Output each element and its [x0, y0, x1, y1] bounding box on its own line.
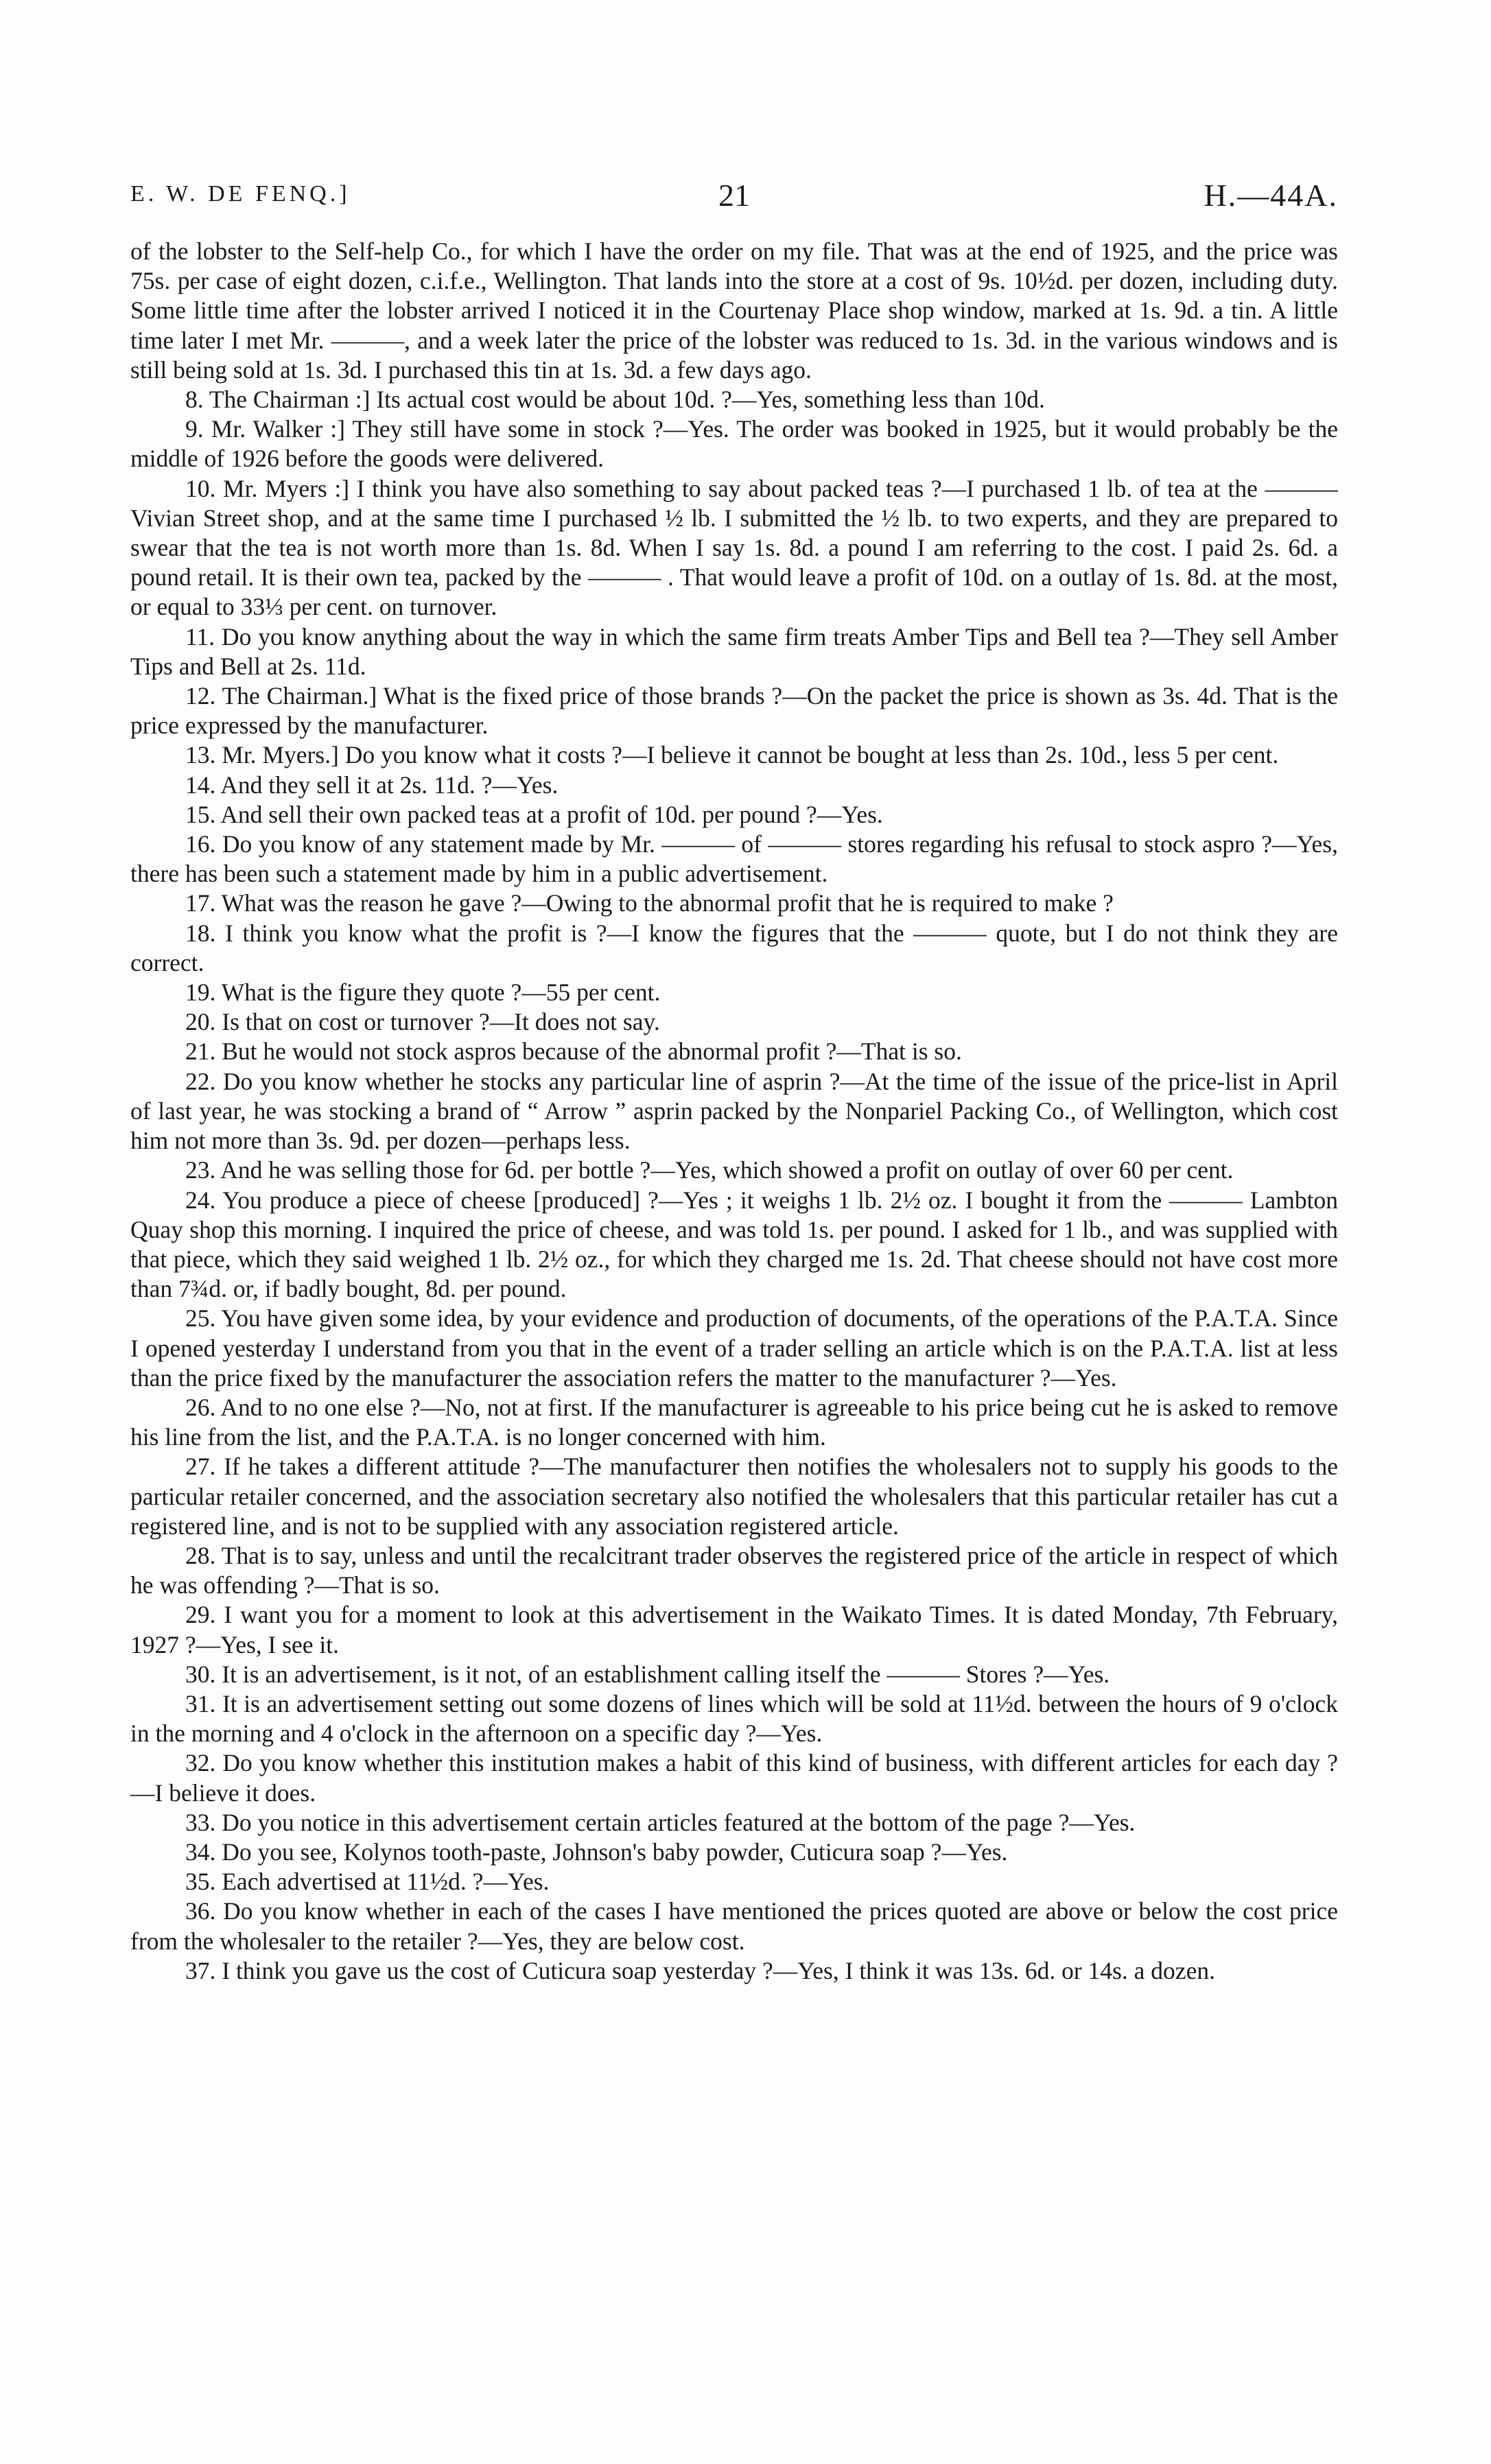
paragraph: 25. You have given some idea, by your evidence and production of documents, of the operations of the P.A.T.A. Since I opened yesterday I understand from you that in the event of a trader selling an article which is on the P.A.T.A. list at less than the price fixed by the manufacturer the association refers the matter to the manufacturer ?—Yes.	[130, 1304, 1338, 1392]
page-number: 21	[718, 178, 750, 213]
paragraph: 22. Do you know whether he stocks any particular line of asprin ?—At the time of the issue of the price-list in April of last year, he was stocking a brand of “ Arrow ” asprin packed by the Nonpariel Packing Co., of Wellington, which cost him not more than 3s. 9d. per dozen—perhaps less.	[130, 1067, 1338, 1155]
paragraph: 9. Mr. Walker :] They still have some in stock ?—Yes. The order was booked in 1925, but it would probably be the middle of 1926 before the goods were delivered.	[130, 415, 1338, 473]
paragraph: 19. What is the figure they quote ?—55 per cent.	[185, 978, 661, 1007]
paragraph: 18. I think you know what the profit is ?—I know the figures that the ——— quote, but I do not think they are correct.	[130, 919, 1338, 976]
witness-name: E. W. DE FENQ.]	[130, 181, 351, 207]
paragraph: 30. It is an advertisement, is it not, of an establishment calling itself the ——— Stores ?—Yes.	[185, 1660, 1110, 1688]
paragraph: 21. But he would not stock aspros because of the abnormal profit ?—That is so.	[185, 1037, 962, 1066]
paragraph: 35. Each advertised at 11½d. ?—Yes.	[185, 1868, 550, 1896]
paragraph: 24. You produce a piece of cheese [produced] ?—Yes ; it weighs 1 lb. 2½ oz. I bought it from the ——— Lambton Quay shop this morning. I inquired the price of cheese, and was told 1s. per pound. I asked for 1 lb., and was supplied with that piece, which they said weighed 1 lb. 2½ oz., for which they charged me 1s. 2d. That cheese should not have cost more than 7¾d. or, if badly bought, 8d. per pound.	[130, 1186, 1338, 1303]
paragraph: 37. I think you gave us the cost of Cuticura soap yesterday ?—Yes, I think it was 13s. 6d. or 14s. a dozen.	[185, 1956, 1215, 1984]
paragraph: 16. Do you know of any statement made by Mr. ——— of ——— stores regarding his refusal to stock aspro ?—Yes, there has been such a statement made by him in a public advertisement.	[130, 830, 1338, 888]
document-reference: H.—44A.	[1204, 178, 1338, 213]
paragraph: 23. And he was selling those for 6d. per bottle ?—Yes, which showed a profit on outlay of over 60 per cent.	[185, 1156, 1234, 1184]
paragraph: 36. Do you know whether in each of the cases I have mentioned the prices quoted are above or below the cost price from the wholesaler to the retailer ?—Yes, they are below cost.	[130, 1897, 1338, 1955]
paragraph: 17. What was the reason he gave ?—Owing to the abnormal profit that he is required to make ?	[185, 889, 1114, 917]
document-body	[130, 237, 1338, 1986]
paragraph: 26. And to no one else ?—No, not at first. If the manufacturer is agreeable to his price being cut he is asked to remove his line from the list, and the P.A.T.A. is no longer concerned with him.	[130, 1393, 1338, 1451]
paragraph: 8. The Chairman :] Its actual cost would be about 10d. ?—Yes, something less than 10d.	[185, 386, 1045, 414]
paragraph: 14. And they sell it at 2s. 11d. ?—Yes.	[185, 771, 559, 799]
paragraph: 11. Do you know anything about the way in which the same firm treats Amber Tips and Bell tea ?—They sell Amber Tips and Bell at 2s. 11d.	[130, 622, 1338, 680]
paragraph: 32. Do you know whether this institution makes a habit of this kind of business, with different articles for each day ?—I believe it does.	[130, 1749, 1338, 1807]
paragraph: 12. The Chairman.] What is the fixed price of those brands ?—On the packet the price is shown as 3s. 4d. That is the price expressed by the manufacturer.	[130, 682, 1338, 740]
paragraph: 29. I want you for a moment to look at this advertisement in the Waikato Times. It is dated Monday, 7th February, 1927 ?—Yes, I see it.	[130, 1601, 1338, 1658]
paragraph: 31. It is an advertisement setting out some dozens of lines which will be sold at 11½d. between the hours of 9 o'clock in the morning and 4 o'clock in the afternoon on a specific day ?—Yes.	[130, 1689, 1338, 1748]
paragraph: 10. Mr. Myers :] I think you have also something to say about packed teas ?—I purchased 1 lb. of tea at the ——— Vivian Street shop, and at the same time I purchased ½ lb. I submitted the ½ lb. to two experts, and they are prepared to swear that the tea is not worth more than 1s. 8d. When I say 1s. 8d. a pound I am referring to the cost. I paid 2s. 6d. a pound retail. It is their own tea, packed by the ——— . That would leave a profit of 10d. on a outlay of 1s. 8d. at the most, or equal to 33⅓ per cent. on turnover.	[130, 474, 1338, 621]
paragraph: 34. Do you see, Kolynos tooth-paste, Johnson's baby powder, Cuticura soap ?—Yes.	[185, 1838, 1008, 1866]
paragraph: 20. Is that on cost or turnover ?—It does not say.	[185, 1008, 660, 1036]
paragraph: 13. Mr. Myers.] Do you know what it costs ?—I believe it cannot be bought at less than 2s. 10d., less 5 per cent.	[185, 741, 1279, 769]
paragraph: of the lobster to the Self-help Co., for which I have the order on my file. That was at the end of 1925, and the price was 75s. per case of eight dozen, c.i.f.e., Wellington. That lands into the store at a cost of 9s. 10½d. per dozen, including duty. Some little time after the lobster arrived I noticed it in the Courtenay Place shop window, marked at 1s. 9d. a tin. A little time later I met Mr. ———, and a week later the price of the lobster was reduced to 1s. 3d. in the various windows and is still being sold at 1s. 3d. I purchased this tin at 1s. 3d. a few days ago.	[130, 237, 1338, 384]
paragraph: 28. That is to say, unless and until the recalcitrant trader observes the registered price of the article in respect of which he was offending ?—That is so.	[130, 1541, 1338, 1599]
paragraph: 33. Do you notice in this advertisement certain articles featured at the bottom of the page ?—Yes.	[185, 1808, 1136, 1836]
paragraph: 15. And sell their own packed teas at a profit of 10d. per pound ?—Yes.	[185, 800, 883, 828]
paragraph: 27. If he takes a different attitude ?—The manufacturer then notifies the wholesalers not to supply his goods to the particular retailer concerned, and the association secretary also notified the wholesalers that this particular retailer has cut a registered line, and is not to be supplied with any association registered article.	[130, 1453, 1338, 1540]
page-header	[130, 177, 1338, 218]
